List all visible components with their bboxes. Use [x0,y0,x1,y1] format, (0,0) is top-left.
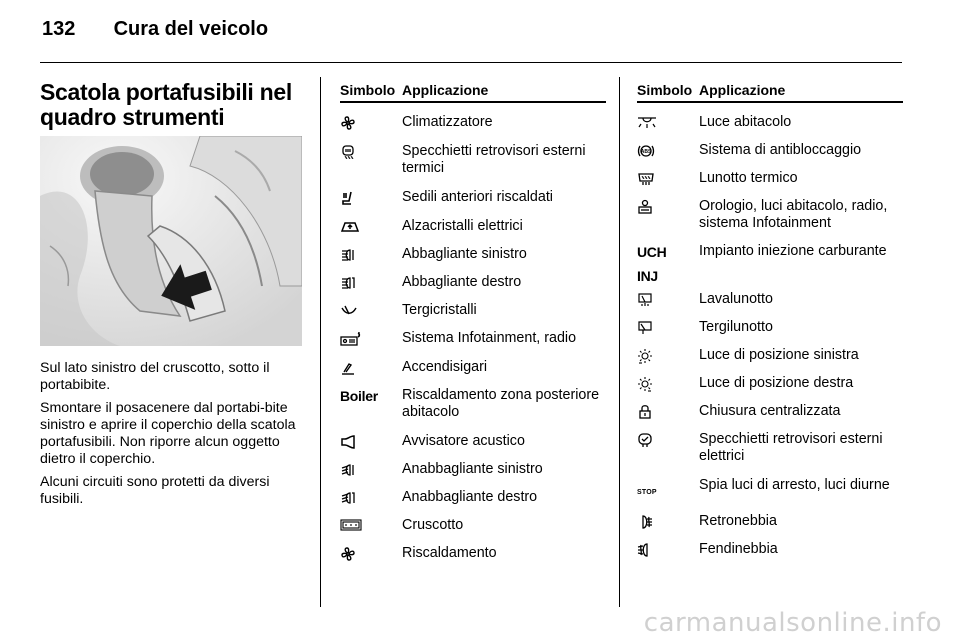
table-row [637,347,903,364]
watermark: carmanualsonline.info [643,608,942,638]
table-row [340,246,606,263]
table-row [637,291,903,308]
table-row [340,517,606,534]
table-row [340,359,606,376]
table-row [637,375,903,392]
header-rule [40,62,902,63]
table-row [637,198,903,232]
row-text: Avvisatore acustico [402,433,525,449]
row-text: Tergilunotto [699,319,773,335]
table-row [637,114,903,131]
table-row [340,545,606,562]
row-text: Anabbagliante destro [402,489,538,505]
row-text: Luce abitacolo [699,114,792,130]
central-locking-icon [637,404,653,420]
table-row [340,302,606,319]
table-row [637,142,903,159]
col-application: Applicazione [699,82,786,98]
row-text: Riscaldamento [402,545,497,561]
row-text: Luce di posizione destra [699,375,854,391]
row-text: Anabbagliante sinistro [402,461,543,477]
row-text: Riscaldamento zona posteriore abitacolo [402,387,600,420]
table-row [340,489,606,506]
inj-label: INJ [637,268,658,284]
power-window-icon [340,219,360,235]
parking-light-right-icon [637,376,653,392]
column-divider [320,77,321,607]
uch-label: UCH [637,244,667,260]
row-text: Tergicristalli [402,302,477,318]
row-text: Abbagliante destro [402,274,522,290]
page-header [42,18,268,41]
table-row [637,541,903,558]
low-beam-right-icon [340,490,356,506]
row-text: Alzacristalli elettrici [402,218,523,234]
rear-wiper-icon [637,320,653,336]
rear-fog-icon [637,514,653,530]
rear-washer-icon [637,292,653,308]
row-text: Luce di posizione sinistra [699,347,859,363]
clock-radio-icon [637,199,653,215]
page-number: 132 [42,18,76,40]
table-row [637,431,903,465]
section-title: Scatola portafusibili nel quadro strumenti [40,79,292,130]
low-beam-left-icon [340,462,356,478]
column-divider [619,77,620,607]
row-text: Sedili anteriori riscaldati [402,189,553,205]
row-text: Lavalunotto [699,291,773,307]
boiler-label: Boiler [340,388,378,404]
heated-mirror-icon [340,144,356,160]
chapter-title: Cura del veicolo [113,18,269,40]
table-row [340,330,606,347]
table-row [637,477,903,501]
fuse-table-left [340,82,606,562]
section-body [40,360,306,514]
row-text: Sistema di antibloccaggio [699,142,862,158]
wiper-icon [340,303,358,319]
front-fog-icon [637,542,653,558]
paragraph: Sul lato sinistro del cruscotto, sotto il portabibite. [40,360,270,393]
table-row [637,243,903,285]
heated-seat-icon [340,190,356,206]
cigarette-lighter-icon [340,360,356,376]
instrument-cluster-icon [340,518,362,532]
paragraph: Alcuni circuiti sono protetti da diversi fusibili. [40,474,270,507]
table-row [340,189,606,206]
heater-fan-icon [340,546,356,562]
parking-light-left-icon [637,348,653,364]
col-symbol: Simbolo [637,82,693,98]
table-header [637,82,903,103]
high-beam-left-icon [340,247,356,263]
abs-icon [637,143,655,159]
row-text: Abbagliante sinistro [402,246,527,262]
col-symbol: Simbolo [340,82,396,98]
table-row [340,461,606,478]
row-text: Specchietti retrovisori esterni elettrici [699,431,883,464]
table-row [340,114,606,131]
table-row [637,170,903,187]
row-text: Sistema Infotainment, radio [402,330,577,346]
table-row [637,319,903,336]
table-header [340,82,606,103]
table-row [340,274,606,291]
fuse-table-right [637,82,903,558]
table-row [340,143,606,177]
row-text: Lunotto termico [699,170,798,186]
table-row [340,218,606,235]
row-text: Chiusura centralizzata [699,403,841,419]
table-row [637,403,903,420]
row-text: Specchietti retrovisori esterni termici [402,143,586,176]
row-text: Orologio, luci abitacolo, radio, sistema Infotainment [699,198,888,231]
horn-icon [340,434,358,450]
row-text: Accendisigari [402,359,488,375]
radio-icon [340,331,362,347]
table-row [340,433,606,450]
col-application: Applicazione [402,82,489,98]
fuse-box-photo [40,136,302,346]
electric-mirror-icon [637,432,653,448]
row-text: Retronebbia [699,513,777,529]
high-beam-right-icon [340,275,356,291]
rear-defrost-icon [637,171,655,187]
table-row [340,387,606,421]
fan-icon [340,115,356,131]
interior-light-icon [637,115,657,131]
svg-text:ABS: ABS [640,149,652,155]
row-text: Fendinebbia [699,541,778,557]
row-text: Impianto iniezione carburante [699,243,887,259]
row-text: Climatizzatore [402,114,493,130]
paragraph: Smontare il posacenere dal portabi-bite sinistro e aprire il coperchio della scatola portafusibili. Non riporre alcun oggetto dietro il coperchio. [40,400,296,467]
stop-label: STOP [637,489,657,496]
table-row [637,513,903,530]
row-text: Spia luci di arresto, luci diurne [699,477,890,493]
row-text: Cruscotto [402,517,464,533]
